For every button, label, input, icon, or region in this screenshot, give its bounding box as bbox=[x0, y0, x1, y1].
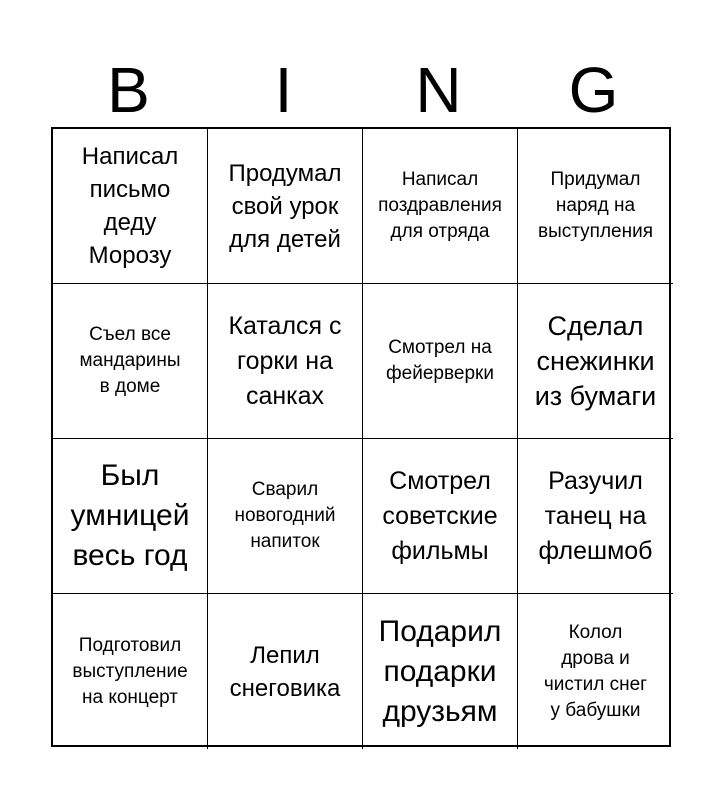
cell-text: Катался с горки на санках bbox=[228, 311, 342, 410]
bingo-cell[interactable] bbox=[53, 594, 208, 749]
cell-text: Лепил снеговика bbox=[229, 641, 341, 702]
bingo-cell[interactable] bbox=[363, 439, 518, 594]
bingo-cell[interactable] bbox=[363, 129, 518, 284]
cell-text: Написал письмо деду Морозу bbox=[81, 143, 179, 269]
cell-text: Колол дрова и чистил снег у бабушки bbox=[543, 621, 648, 721]
cell-text: Сделал снежинки из бумаги bbox=[534, 310, 657, 411]
cell-text: Был умницей весь год bbox=[70, 459, 190, 572]
bingo-cell[interactable] bbox=[208, 439, 363, 594]
bingo-cell[interactable] bbox=[518, 284, 673, 439]
bingo-grid bbox=[51, 127, 671, 747]
header-letter-n: N bbox=[415, 54, 462, 126]
header-letter-b: B bbox=[107, 54, 150, 126]
bingo-cell[interactable] bbox=[518, 594, 673, 749]
bingo-cell[interactable] bbox=[208, 284, 363, 439]
cell-text: Продумал свой урок для детей bbox=[228, 159, 342, 253]
cell-text: Смотрел советские фильмы bbox=[382, 466, 498, 565]
cell-text: Сварил новогодний напиток bbox=[234, 479, 336, 552]
bingo-cell[interactable] bbox=[518, 439, 673, 594]
cell-text: Подготовил выступление на концерт bbox=[72, 634, 188, 708]
bingo-cell[interactable] bbox=[363, 284, 518, 439]
cell-text: Съел все мандарины в доме bbox=[79, 324, 181, 397]
bingo-cell[interactable] bbox=[53, 284, 208, 439]
bingo-cell[interactable] bbox=[208, 594, 363, 749]
bingo-cell[interactable] bbox=[518, 129, 673, 284]
cell-text: Подарил подарки друзьям bbox=[378, 614, 502, 728]
bingo-cell[interactable] bbox=[363, 594, 518, 749]
header-letter-i: I bbox=[274, 54, 293, 126]
cell-text: Написал поздравления для отряда bbox=[378, 169, 502, 242]
header-letter-g: G bbox=[568, 54, 619, 126]
cell-text: Разучил танец на флешмоб bbox=[538, 466, 653, 565]
bingo-cell[interactable] bbox=[208, 129, 363, 284]
cell-text: Смотрел на фейерверки bbox=[386, 337, 494, 384]
bingo-cell[interactable] bbox=[53, 129, 208, 284]
cell-text: Придумал наряд на выступления bbox=[537, 169, 653, 242]
bingo-header bbox=[51, 52, 671, 128]
bingo-cell[interactable] bbox=[53, 439, 208, 594]
